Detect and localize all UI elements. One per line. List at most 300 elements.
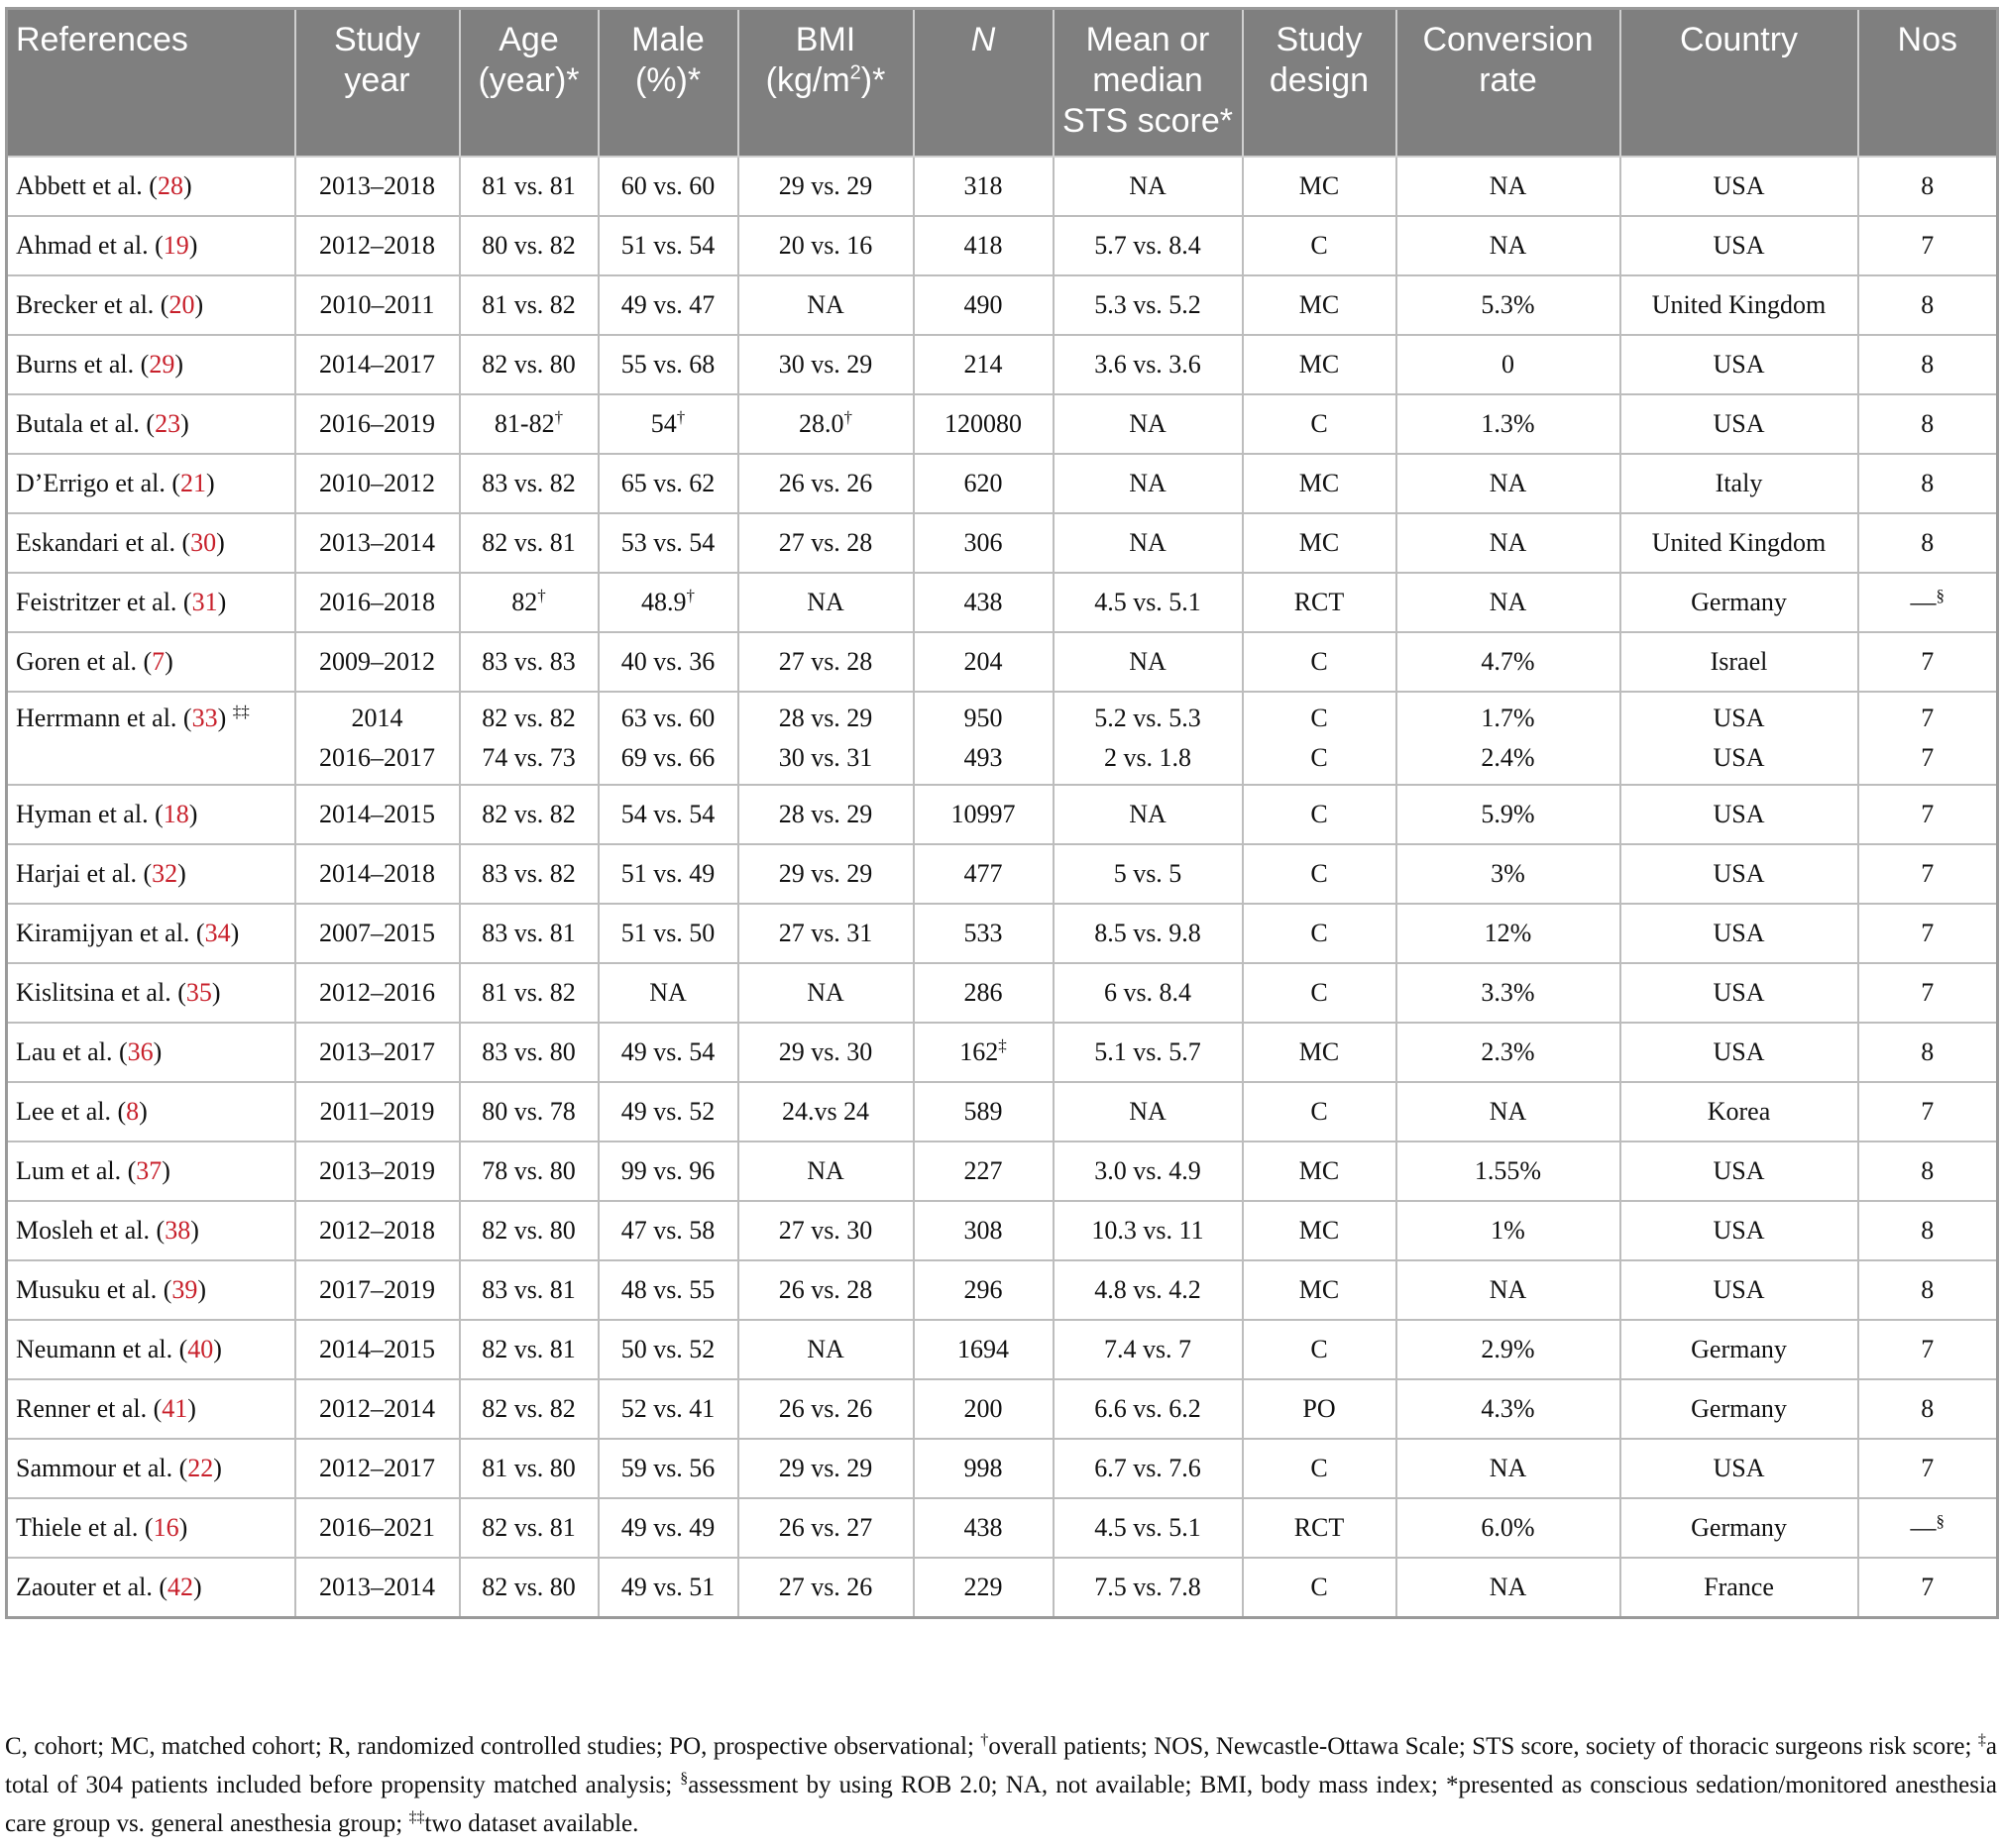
cell-country: Germany: [1620, 1379, 1858, 1439]
cell-nos: 7: [1858, 963, 1998, 1023]
cell-n: 10997: [914, 785, 1054, 844]
table-row: [7, 844, 1998, 904]
table-row: [7, 454, 1998, 513]
cell-country: USA: [1620, 1141, 1858, 1201]
cell-conversion: NA: [1396, 513, 1620, 573]
cell-conversion: NA: [1396, 1260, 1620, 1320]
cell-n: 533: [914, 904, 1054, 963]
cell-sts: NA: [1054, 785, 1243, 844]
cell-year: 2014–2018: [295, 844, 460, 904]
cell-male: 49 vs. 49: [599, 1498, 738, 1558]
cell-sts: 4.5 vs. 5.1: [1054, 573, 1243, 632]
cell-country: France: [1620, 1558, 1858, 1618]
cell-bmi: 27 vs. 28: [738, 513, 914, 573]
cell-sts: NA: [1054, 513, 1243, 573]
cell-age: 82†: [460, 573, 599, 632]
cell-n: 998: [914, 1439, 1054, 1498]
table-row: [7, 692, 1998, 785]
cell-sts: 5 vs. 5: [1054, 844, 1243, 904]
cell-n: 589: [914, 1082, 1054, 1141]
cell-sts: 3.6 vs. 3.6: [1054, 335, 1243, 394]
cell-male: 53 vs. 54: [599, 513, 738, 573]
cell-male: 99 vs. 96: [599, 1141, 738, 1201]
cell-n: 214: [914, 335, 1054, 394]
cell-country: Israel: [1620, 632, 1858, 692]
cell-country: USA: [1620, 904, 1858, 963]
cell-conversion: 2.3%: [1396, 1023, 1620, 1082]
cell-year: 2012–2018: [295, 216, 460, 275]
cell-nos: 8: [1858, 1260, 1998, 1320]
cell-author: D’Errigo et al. (21): [7, 454, 295, 513]
cell-nos: 7 7: [1858, 692, 1998, 785]
cell-nos: 8: [1858, 513, 1998, 573]
cell-n: 286: [914, 963, 1054, 1023]
cell-nos: 7: [1858, 844, 1998, 904]
col-country: Country: [1620, 9, 1858, 158]
cell-age: 82 vs. 80: [460, 1201, 599, 1260]
cell-conversion: 2.9%: [1396, 1320, 1620, 1379]
cell-age: 80 vs. 78: [460, 1082, 599, 1141]
table-row: [7, 573, 1998, 632]
cell-sts: NA: [1054, 454, 1243, 513]
cell-sts: NA: [1054, 157, 1243, 216]
cell-sts: 6 vs. 8.4: [1054, 963, 1243, 1023]
cell-design: C: [1243, 1558, 1396, 1618]
reference-link[interactable]: 41: [162, 1394, 188, 1423]
cell-male: 48 vs. 55: [599, 1260, 738, 1320]
cell-male: 60 vs. 60: [599, 157, 738, 216]
table-row: [7, 1201, 1998, 1260]
table-row: [7, 1023, 1998, 1082]
cell-author: Goren et al. (7): [7, 632, 295, 692]
cell-n: 227: [914, 1141, 1054, 1201]
cell-conversion: NA: [1396, 454, 1620, 513]
cell-n: 200: [914, 1379, 1054, 1439]
cell-year: 2016–2021: [295, 1498, 460, 1558]
cell-design: C: [1243, 904, 1396, 963]
cell-design: C: [1243, 632, 1396, 692]
cell-bmi: 28 vs. 29: [738, 785, 914, 844]
cell-country: United Kingdom: [1620, 275, 1858, 335]
cell-nos: 8: [1858, 157, 1998, 216]
cell-author: Ahmad et al. (19): [7, 216, 295, 275]
col-male: Male (%)*: [599, 9, 738, 158]
cell-sts: 4.5 vs. 5.1: [1054, 1498, 1243, 1558]
cell-design: C: [1243, 844, 1396, 904]
cell-nos: 7: [1858, 632, 1998, 692]
cell-age: 81 vs. 81: [460, 157, 599, 216]
cell-age: 80 vs. 82: [460, 216, 599, 275]
cell-design: RCT: [1243, 1498, 1396, 1558]
cell-conversion: 0: [1396, 335, 1620, 394]
cell-country: USA: [1620, 394, 1858, 454]
cell-bmi: NA: [738, 573, 914, 632]
cell-year: 2014 2016–2017: [295, 692, 460, 785]
cell-author: Butala et al. (23): [7, 394, 295, 454]
cell-country: USA: [1620, 1260, 1858, 1320]
reference-link[interactable]: 29: [149, 350, 175, 379]
cell-male: 65 vs. 62: [599, 454, 738, 513]
references-table: [5, 7, 1999, 1619]
cell-male: 49 vs. 47: [599, 275, 738, 335]
cell-country: USA: [1620, 1439, 1858, 1498]
cell-conversion: NA: [1396, 157, 1620, 216]
cell-sts: 5.3 vs. 5.2: [1054, 275, 1243, 335]
cell-nos: 8: [1858, 1379, 1998, 1439]
cell-male: 40 vs. 36: [599, 632, 738, 692]
cell-country: Italy: [1620, 454, 1858, 513]
cell-age: 82 vs. 82 74 vs. 73: [460, 692, 599, 785]
cell-author: Abbett et al. (28): [7, 157, 295, 216]
cell-design: C: [1243, 785, 1396, 844]
cell-n: 490: [914, 275, 1054, 335]
cell-design: C C: [1243, 692, 1396, 785]
col-design: Study design: [1243, 9, 1396, 158]
reference-link[interactable]: 42: [167, 1573, 194, 1601]
reference-link[interactable]: 37: [136, 1156, 163, 1185]
cell-year: 2014–2015: [295, 1320, 460, 1379]
cell-country: USA: [1620, 1201, 1858, 1260]
cell-sts: 7.5 vs. 7.8: [1054, 1558, 1243, 1618]
cell-n: 204: [914, 632, 1054, 692]
cell-nos: 8: [1858, 454, 1998, 513]
cell-nos: 7: [1858, 216, 1998, 275]
cell-design: MC: [1243, 275, 1396, 335]
cell-design: C: [1243, 1082, 1396, 1141]
cell-conversion: 4.3%: [1396, 1379, 1620, 1439]
cell-design: MC: [1243, 454, 1396, 513]
cell-n: 296: [914, 1260, 1054, 1320]
cell-sts: 5.7 vs. 8.4: [1054, 216, 1243, 275]
cell-n: 950 493: [914, 692, 1054, 785]
cell-year: 2010–2011: [295, 275, 460, 335]
cell-sts: NA: [1054, 632, 1243, 692]
table-row: [7, 216, 1998, 275]
cell-year: 2013–2014: [295, 1558, 460, 1618]
reference-link[interactable]: 38: [165, 1216, 191, 1245]
cell-bmi: 27 vs. 31: [738, 904, 914, 963]
cell-design: MC: [1243, 335, 1396, 394]
cell-bmi: 24.vs 24: [738, 1082, 914, 1141]
cell-conversion: NA: [1396, 1439, 1620, 1498]
table-row: [7, 904, 1998, 963]
cell-country: USA: [1620, 785, 1858, 844]
cell-male: 49 vs. 52: [599, 1082, 738, 1141]
cell-year: 2012–2014: [295, 1379, 460, 1439]
reference-link[interactable]: 30: [190, 528, 217, 557]
reference-link[interactable]: 39: [171, 1275, 198, 1304]
table-body-herrmann: [7, 692, 1998, 785]
cell-author: Mosleh et al. (38): [7, 1201, 295, 1260]
table-row: [7, 275, 1998, 335]
cell-author: Hyman et al. (18): [7, 785, 295, 844]
table-body-2: [7, 785, 1998, 1618]
header-row: [7, 9, 1998, 158]
table-body: [7, 157, 1998, 692]
cell-age: 81-82†: [460, 394, 599, 454]
cell-author: Feistritzer et al. (31): [7, 573, 295, 632]
cell-design: C: [1243, 1439, 1396, 1498]
cell-conversion: 12%: [1396, 904, 1620, 963]
cell-nos: 8: [1858, 1141, 1998, 1201]
cell-country: USA: [1620, 963, 1858, 1023]
cell-author: Lee et al. (8): [7, 1082, 295, 1141]
cell-author: Harjai et al. (32): [7, 844, 295, 904]
cell-nos: 7: [1858, 1439, 1998, 1498]
cell-sts: NA: [1054, 1082, 1243, 1141]
col-sts: Mean or median STS score*: [1054, 9, 1243, 158]
cell-bmi: 26 vs. 28: [738, 1260, 914, 1320]
table-row: [7, 1558, 1998, 1618]
table-row: [7, 963, 1998, 1023]
cell-nos: 8: [1858, 1201, 1998, 1260]
reference-link[interactable]: 34: [204, 919, 231, 947]
cell-bmi: 26 vs. 26: [738, 454, 914, 513]
cell-bmi: 29 vs. 29: [738, 1439, 914, 1498]
cell-country: Germany: [1620, 1498, 1858, 1558]
cell-design: MC: [1243, 513, 1396, 573]
table-footnote: C, cohort; MC, matched cohort; R, randomized controlled studies; PO, prospective observational; †overall patients; NOS, Newcastle-Ottawa Scale; STS score, society of thoracic surgeons risk score; ‡a total of 304 patients included before propensity matched analysis; §assessment by using ROB 2.0; NA, not available; BMI, body mass index; *presented as conscious sedation/monitored anesthesia care group vs. general anesthesia group; ‡‡two dataset available.: [5, 1731, 1998, 1837]
table-row: [7, 632, 1998, 692]
cell-year: 2011–2019: [295, 1082, 460, 1141]
table-row: [7, 1498, 1998, 1558]
cell-n: 620: [914, 454, 1054, 513]
cell-conversion: 1.7% 2.4%: [1396, 692, 1620, 785]
cell-year: 2009–2012: [295, 632, 460, 692]
table-row: [7, 157, 1998, 216]
reference-link[interactable]: 20: [168, 290, 195, 319]
cell-nos: 8: [1858, 275, 1998, 335]
cell-age: 83 vs. 82: [460, 844, 599, 904]
cell-n: 1694: [914, 1320, 1054, 1379]
cell-bmi: NA: [738, 1320, 914, 1379]
cell-n: 308: [914, 1201, 1054, 1260]
cell-conversion: 3.3%: [1396, 963, 1620, 1023]
reference-link[interactable]: 40: [187, 1335, 214, 1363]
cell-country: USA: [1620, 844, 1858, 904]
cell-year: 2012–2018: [295, 1201, 460, 1260]
table-row: [7, 1320, 1998, 1379]
cell-conversion: 1%: [1396, 1201, 1620, 1260]
cell-nos: 7: [1858, 1082, 1998, 1141]
cell-nos: 7: [1858, 785, 1998, 844]
reference-link[interactable]: 28: [157, 171, 183, 200]
cell-nos: 7: [1858, 1558, 1998, 1618]
cell-male: 54†: [599, 394, 738, 454]
cell-conversion: NA: [1396, 216, 1620, 275]
cell-design: MC: [1243, 1141, 1396, 1201]
cell-country: USA: [1620, 335, 1858, 394]
cell-author: Herrmann et al. (33) ‡‡: [7, 692, 295, 785]
col-age: Age (year)*: [460, 9, 599, 158]
reference-link[interactable]: 7: [152, 647, 166, 676]
cell-country: United Kingdom: [1620, 513, 1858, 573]
cell-n: 120080: [914, 394, 1054, 454]
cell-n: 318: [914, 157, 1054, 216]
cell-male: 52 vs. 41: [599, 1379, 738, 1439]
cell-author: Sammour et al. (22): [7, 1439, 295, 1498]
reference-link[interactable]: 31: [191, 588, 218, 616]
reference-link[interactable]: 23: [155, 409, 181, 438]
cell-bmi: NA: [738, 1141, 914, 1201]
cell-year: 2013–2019: [295, 1141, 460, 1201]
cell-design: MC: [1243, 1201, 1396, 1260]
cell-age: 83 vs. 82: [460, 454, 599, 513]
cell-author: Lum et al. (37): [7, 1141, 295, 1201]
cell-age: 78 vs. 80: [460, 1141, 599, 1201]
table-row: [7, 394, 1998, 454]
cell-bmi: NA: [738, 275, 914, 335]
cell-author: Neumann et al. (40): [7, 1320, 295, 1379]
cell-design: C: [1243, 1320, 1396, 1379]
cell-n: 418: [914, 216, 1054, 275]
reference-link[interactable]: 33: [191, 704, 218, 732]
table-row: [7, 1379, 1998, 1439]
cell-year: 2012–2017: [295, 1439, 460, 1498]
cell-conversion: NA: [1396, 573, 1620, 632]
table-row: [7, 335, 1998, 394]
cell-bmi: 26 vs. 27: [738, 1498, 914, 1558]
cell-male: 48.9†: [599, 573, 738, 632]
cell-year: 2007–2015: [295, 904, 460, 963]
reference-link[interactable]: 8: [126, 1097, 140, 1126]
cell-age: 81 vs. 80: [460, 1439, 599, 1498]
cell-country: USA: [1620, 216, 1858, 275]
cell-age: 82 vs. 80: [460, 1558, 599, 1618]
cell-author: Zaouter et al. (42): [7, 1558, 295, 1618]
cell-year: 2013–2018: [295, 157, 460, 216]
cell-country: USA: [1620, 157, 1858, 216]
cell-year: 2012–2016: [295, 963, 460, 1023]
cell-male: 47 vs. 58: [599, 1201, 738, 1260]
cell-bmi: 27 vs. 28: [738, 632, 914, 692]
cell-male: 49 vs. 51: [599, 1558, 738, 1618]
cell-male: 59 vs. 56: [599, 1439, 738, 1498]
reference-link[interactable]: 19: [163, 231, 189, 260]
table-row: [7, 1439, 1998, 1498]
cell-conversion: 5.3%: [1396, 275, 1620, 335]
cell-conversion: 6.0%: [1396, 1498, 1620, 1558]
cell-design: PO: [1243, 1379, 1396, 1439]
table-row: [7, 1260, 1998, 1320]
cell-nos: 8: [1858, 335, 1998, 394]
cell-age: 81 vs. 82: [460, 275, 599, 335]
cell-age: 82 vs. 80: [460, 335, 599, 394]
cell-conversion: 4.7%: [1396, 632, 1620, 692]
cell-bmi: 29 vs. 29: [738, 844, 914, 904]
cell-sts: 6.7 vs. 7.6: [1054, 1439, 1243, 1498]
reference-link[interactable]: 22: [187, 1454, 214, 1482]
cell-bmi: 30 vs. 29: [738, 335, 914, 394]
cell-design: MC: [1243, 1260, 1396, 1320]
col-n: N: [914, 9, 1054, 158]
cell-bmi: 26 vs. 26: [738, 1379, 914, 1439]
cell-male: 51 vs. 49: [599, 844, 738, 904]
cell-male: 54 vs. 54: [599, 785, 738, 844]
cell-author: Brecker et al. (20): [7, 275, 295, 335]
reference-link[interactable]: 21: [180, 469, 207, 497]
cell-male: 51 vs. 54: [599, 216, 738, 275]
cell-conversion: NA: [1396, 1558, 1620, 1618]
cell-nos: 7: [1858, 904, 1998, 963]
table-row: [7, 785, 1998, 844]
cell-sts: 3.0 vs. 4.9: [1054, 1141, 1243, 1201]
cell-year: 2010–2012: [295, 454, 460, 513]
cell-country: USA: [1620, 1023, 1858, 1082]
cell-male: 49 vs. 54: [599, 1023, 738, 1082]
cell-sts: 7.4 vs. 7: [1054, 1320, 1243, 1379]
cell-bmi: 28 vs. 29 30 vs. 31: [738, 692, 914, 785]
reference-link[interactable]: 16: [153, 1513, 179, 1542]
cell-male: 50 vs. 52: [599, 1320, 738, 1379]
table-row: [7, 1082, 1998, 1141]
cell-n: 162‡: [914, 1023, 1054, 1082]
cell-n: 438: [914, 573, 1054, 632]
cell-design: C: [1243, 216, 1396, 275]
table-row: [7, 1141, 1998, 1201]
reference-link[interactable]: 36: [127, 1037, 154, 1066]
cell-male: 63 vs. 60 69 vs. 66: [599, 692, 738, 785]
reference-link[interactable]: 35: [185, 978, 212, 1007]
cell-design: MC: [1243, 1023, 1396, 1082]
cell-age: 81 vs. 82: [460, 963, 599, 1023]
cell-country: Germany: [1620, 573, 1858, 632]
cell-conversion: 5.9%: [1396, 785, 1620, 844]
col-study-year: Study year: [295, 9, 460, 158]
cell-age: 83 vs. 80: [460, 1023, 599, 1082]
cell-age: 83 vs. 81: [460, 1260, 599, 1320]
cell-age: 82 vs. 81: [460, 1320, 599, 1379]
cell-n: 229: [914, 1558, 1054, 1618]
cell-male: NA: [599, 963, 738, 1023]
cell-design: MC: [1243, 157, 1396, 216]
cell-bmi: 20 vs. 16: [738, 216, 914, 275]
reference-link[interactable]: 32: [152, 859, 178, 888]
cell-author: Lau et al. (36): [7, 1023, 295, 1082]
cell-male: 51 vs. 50: [599, 904, 738, 963]
cell-bmi: 29 vs. 29: [738, 157, 914, 216]
cell-country: Korea: [1620, 1082, 1858, 1141]
cell-author: Thiele et al. (16): [7, 1498, 295, 1558]
col-nos: Nos: [1858, 9, 1998, 158]
reference-link[interactable]: 18: [163, 800, 189, 828]
col-conversion: Conversion rate: [1396, 9, 1620, 158]
cell-year: 2013–2014: [295, 513, 460, 573]
cell-design: C: [1243, 963, 1396, 1023]
cell-bmi: NA: [738, 963, 914, 1023]
cell-conversion: 3%: [1396, 844, 1620, 904]
cell-sts: NA: [1054, 394, 1243, 454]
cell-author: Eskandari et al. (30): [7, 513, 295, 573]
cell-author: Renner et al. (41): [7, 1379, 295, 1439]
cell-design: C: [1243, 394, 1396, 454]
table-row: [7, 513, 1998, 573]
cell-age: 82 vs. 82: [460, 1379, 599, 1439]
cell-bmi: 27 vs. 26: [738, 1558, 914, 1618]
cell-year: 2014–2017: [295, 335, 460, 394]
cell-sts: 6.6 vs. 6.2: [1054, 1379, 1243, 1439]
cell-age: 82 vs. 81: [460, 513, 599, 573]
cell-author: Kislitsina et al. (35): [7, 963, 295, 1023]
cell-n: 306: [914, 513, 1054, 573]
cell-year: 2016–2019: [295, 394, 460, 454]
cell-age: 82 vs. 82: [460, 785, 599, 844]
cell-age: 83 vs. 81: [460, 904, 599, 963]
col-references: References: [7, 9, 295, 158]
cell-nos: —§: [1858, 573, 1998, 632]
cell-nos: 7: [1858, 1320, 1998, 1379]
cell-year: 2014–2015: [295, 785, 460, 844]
